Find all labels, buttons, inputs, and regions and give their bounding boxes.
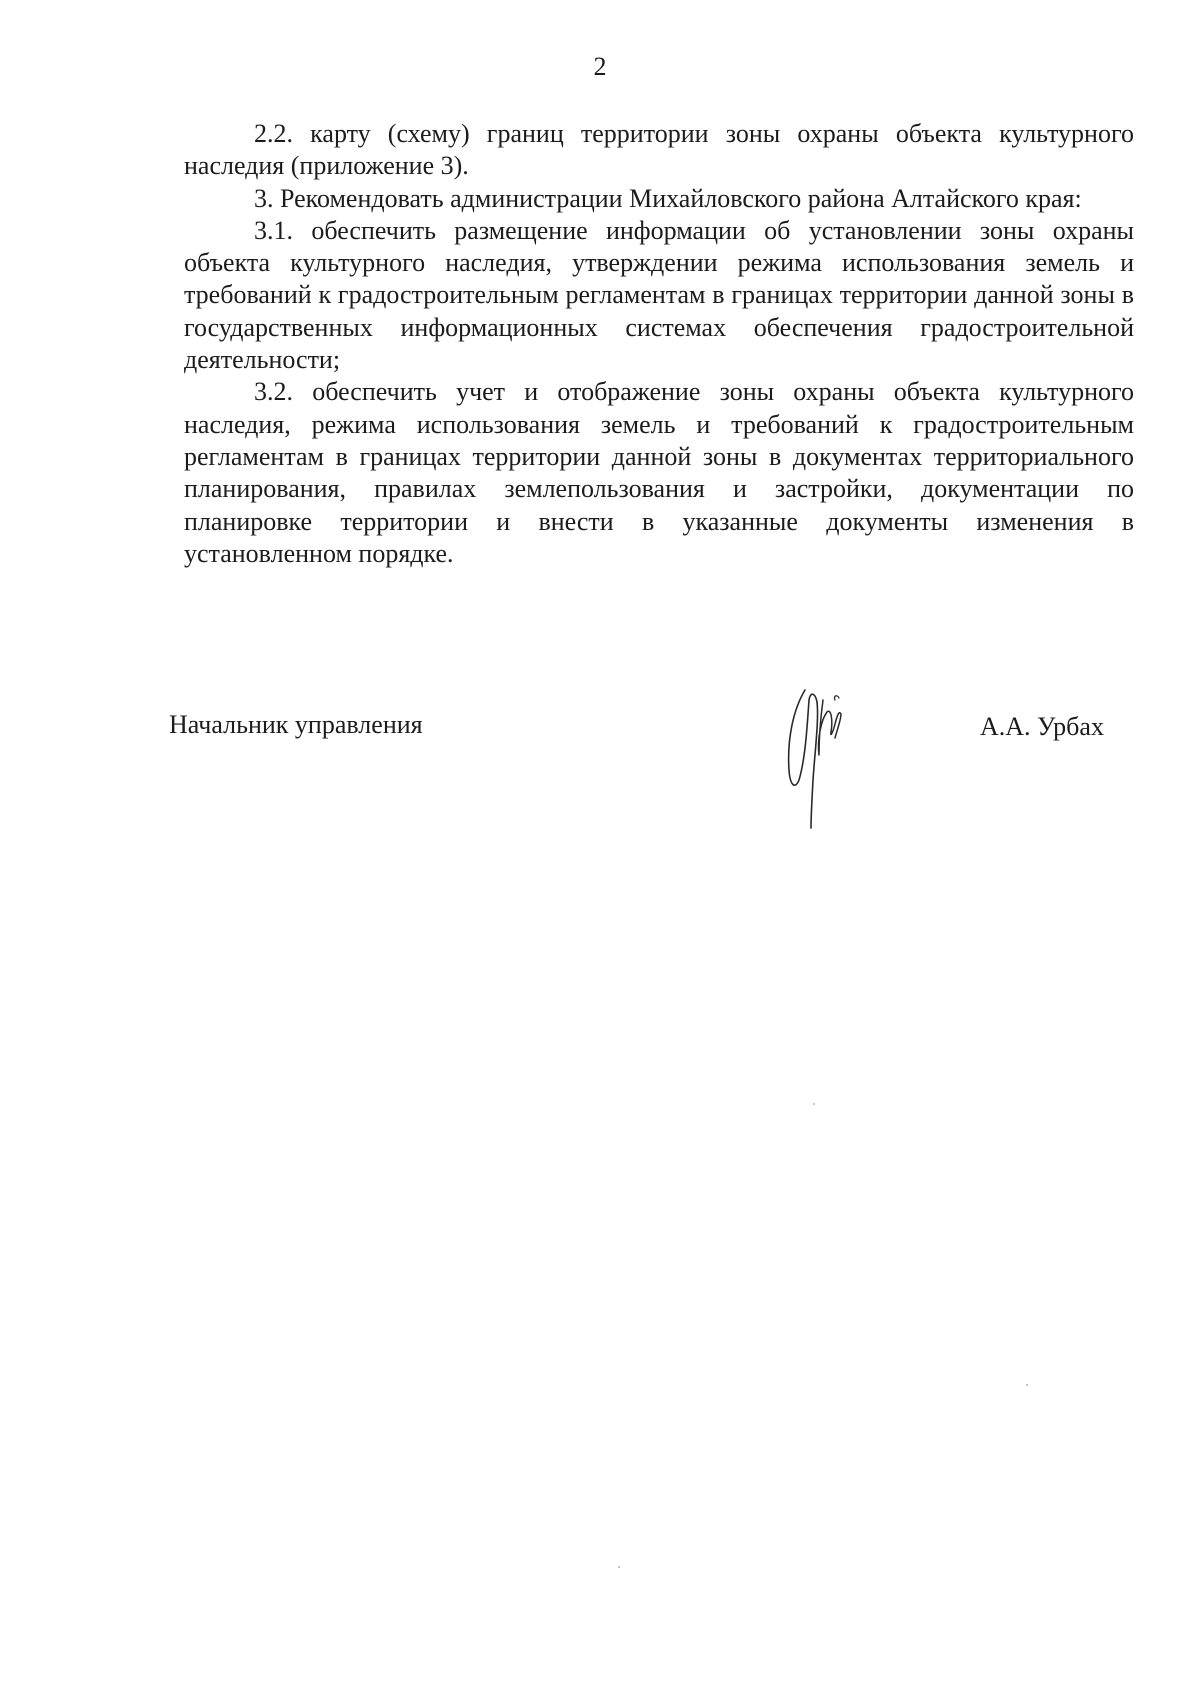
paragraph-3-1: 3.1. обеспечить размещение информации об установлении зоны охраны объекта культурного наследия, утверждении режима использования земель и требований к градостроительным регламентам в границах территории данной зоны в государственных информационных системах обеспечения градостроительной деятельности; <box>184 215 1134 375</box>
scan-speck <box>618 1566 620 1568</box>
scan-speck <box>813 1103 815 1105</box>
signatory-title: Начальник управления <box>169 710 423 739</box>
scan-speck <box>1026 1384 1028 1386</box>
signatory-name: А.А. Урбах <box>980 712 1104 741</box>
paragraph-3-2: 3.2. обеспечить учет и отображение зоны охраны объекта культурного наследия, режима использования земель и требований к градостроительным регламентам в границах территории данной зоны в документах территориального планирования, правилах землепользования и застройки, документации по планировке территории и внести в указанные документы изменения в установленном порядке. <box>184 377 1134 568</box>
paragraph-3: 3. Рекомендовать администрации Михайловского района Алтайского края: <box>254 183 1082 213</box>
paragraph-2-2: 2.2. карту (схему) границ территории зоны охраны объекта культурного наследия (приложение 3). <box>184 119 1134 181</box>
document-body <box>184 118 1134 570</box>
page-number: 2 <box>593 52 607 81</box>
handwritten-signature <box>775 680 885 830</box>
